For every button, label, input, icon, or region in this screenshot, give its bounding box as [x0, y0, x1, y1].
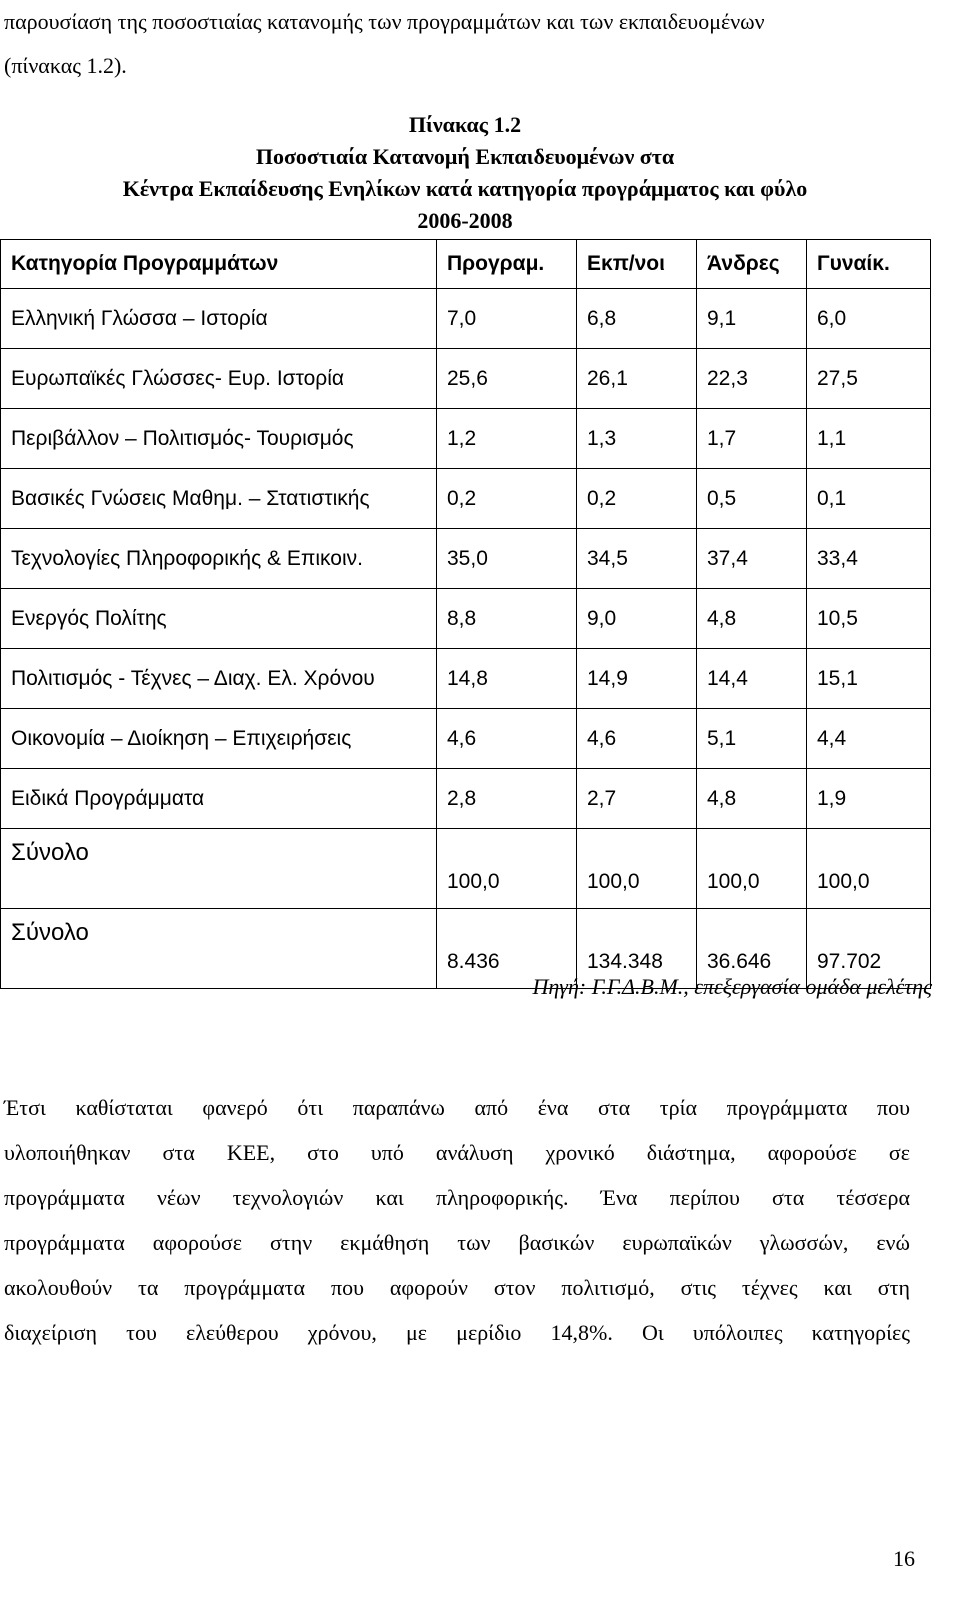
paragraph-line: υλοποιήθηκαν στα ΚΕΕ, στο υπό ανάλυση χρονικό διάστημα, αφορούσε σε — [4, 1140, 910, 1165]
category-cell: Ελληνική Γλώσσα – Ιστορία — [1, 289, 437, 349]
value-cell: 6,0 — [807, 289, 931, 349]
table-row — [1, 469, 931, 529]
value-cell: 33,4 — [807, 529, 931, 589]
value-cell: 2,7 — [577, 769, 697, 829]
value-cell: 100,0 — [697, 829, 807, 909]
category-cell: Περιβάλλον – Πολιτισμός- Τουρισμός — [1, 409, 437, 469]
value-cell: 1,7 — [697, 409, 807, 469]
category-cell: Ειδικά Προγράμματα — [1, 769, 437, 829]
value-cell: 0,5 — [697, 469, 807, 529]
value-cell: 100,0 — [807, 829, 931, 909]
value-cell: 25,6 — [437, 349, 577, 409]
value-cell: Άνδρες — [697, 240, 807, 289]
value-cell: 1,3 — [577, 409, 697, 469]
value-cell: 8,8 — [437, 589, 577, 649]
value-cell: 1,1 — [807, 409, 931, 469]
value-cell: 15,1 — [807, 649, 931, 709]
value-cell: 0,2 — [577, 469, 697, 529]
value-cell: 5,1 — [697, 709, 807, 769]
value-cell: Εκπ/νοι — [577, 240, 697, 289]
category-cell: Ενεργός Πολίτης — [1, 589, 437, 649]
table-period: 2006-2008 — [417, 208, 513, 233]
header-row — [1, 240, 931, 289]
table-row — [1, 769, 931, 829]
value-cell: 14,4 — [697, 649, 807, 709]
value-cell: 27,5 — [807, 349, 931, 409]
paragraph-line: διαχείριση του ελεύθερου χρόνου, με μερίδιο 14,8%. Οι υπόλοιπες κατηγορίες — [4, 1320, 910, 1345]
body-paragraph — [4, 1085, 910, 1355]
table-row — [1, 409, 931, 469]
value-cell: 37,4 — [697, 529, 807, 589]
value-cell: 134.348 — [577, 909, 697, 989]
category-cell: Σύνολο — [1, 909, 437, 989]
table-row — [1, 709, 931, 769]
value-cell: 9,0 — [577, 589, 697, 649]
table-row — [1, 349, 931, 409]
table-row — [1, 289, 931, 349]
table-row — [1, 529, 931, 589]
category-cell: Τεχνολογίες Πληροφορικής & Επικοιν. — [1, 529, 437, 589]
value-cell: 100,0 — [577, 829, 697, 909]
value-cell: 7,0 — [437, 289, 577, 349]
value-cell: Γυναίκ. — [807, 240, 931, 289]
value-cell: 2,8 — [437, 769, 577, 829]
category-cell: Ευρωπαϊκές Γλώσσες- Ευρ. Ιστορία — [1, 349, 437, 409]
value-cell: 4,4 — [807, 709, 931, 769]
value-cell: 6,8 — [577, 289, 697, 349]
category-cell: Βασικές Γνώσεις Μαθημ. – Στατιστικής — [1, 469, 437, 529]
category-cell: Πολιτισμός - Τέχνες – Διαχ. Ελ. Χρόνου — [1, 649, 437, 709]
table-caption: Πίνακας 1.2 — [408, 112, 522, 137]
value-cell: 22,3 — [697, 349, 807, 409]
intro-text — [4, 0, 934, 88]
source-note: Πηγή: Γ.Γ.Δ.Β.Μ., επεξεργασία ομάδα μελέτης — [532, 974, 932, 999]
value-cell: 4,8 — [697, 769, 807, 829]
value-cell: 4,8 — [697, 589, 807, 649]
table-title: Ποσοστιαία Κατανομή Εκπαιδευομένων στα — [255, 144, 675, 169]
paragraph-line: Έτσι καθίσταται φανερό ότι παραπάνω από ένα στα τρία προγράμματα που — [4, 1095, 910, 1120]
category-cell: Κατηγορία Προγραμμάτων — [1, 240, 437, 289]
value-cell: 97.702 — [807, 909, 931, 989]
value-cell: 100,0 — [437, 829, 577, 909]
total-row — [1, 829, 931, 909]
table-row — [1, 589, 931, 649]
value-cell: 36.646 — [697, 909, 807, 989]
value-cell: 1,2 — [437, 409, 577, 469]
value-cell: 14,9 — [577, 649, 697, 709]
value-cell: 9,1 — [697, 289, 807, 349]
intro-line-2: (πίνακας 1.2). — [4, 53, 127, 78]
value-cell: 4,6 — [577, 709, 697, 769]
value-cell: 26,1 — [577, 349, 697, 409]
paragraph-line: ακολουθούν τα προγράμματα που αφορούν στον πολιτισμό, στις τέχνες και στη — [4, 1275, 910, 1300]
value-cell: 0,2 — [437, 469, 577, 529]
category-cell: Οικονομία – Διοίκηση – Επιχειρήσεις — [1, 709, 437, 769]
table-subtitle: Κέντρα Εκπαίδευσης Ενηλίκων κατά κατηγορία προγράμματος και φύλο — [122, 176, 808, 201]
value-cell: 0,1 — [807, 469, 931, 529]
paragraph-line: προγράμματα αφορούσε στην εκμάθηση των βασικών ευρωπαϊκών γλωσσών, ενώ — [4, 1230, 910, 1255]
category-cell: Σύνολο — [1, 829, 437, 909]
value-cell: 8.436 — [437, 909, 577, 989]
value-cell: 1,9 — [807, 769, 931, 829]
page-number: 16 — [893, 1546, 915, 1571]
value-cell: 10,5 — [807, 589, 931, 649]
value-cell: 34,5 — [577, 529, 697, 589]
value-cell: Προγραμ. — [437, 240, 577, 289]
paragraph-line: προγράμματα νέων τεχνολογιών και πληροφορικής. Ένα περίπου στα τέσσερα — [4, 1185, 910, 1210]
intro-line-1: παρουσίαση της ποσοστιαίας κατανομής των προγραμμάτων και των εκπαιδευομένων — [4, 9, 765, 34]
value-cell: 14,8 — [437, 649, 577, 709]
table-row — [1, 649, 931, 709]
value-cell: 35,0 — [437, 529, 577, 589]
distribution-table — [0, 239, 931, 989]
value-cell: 4,6 — [437, 709, 577, 769]
